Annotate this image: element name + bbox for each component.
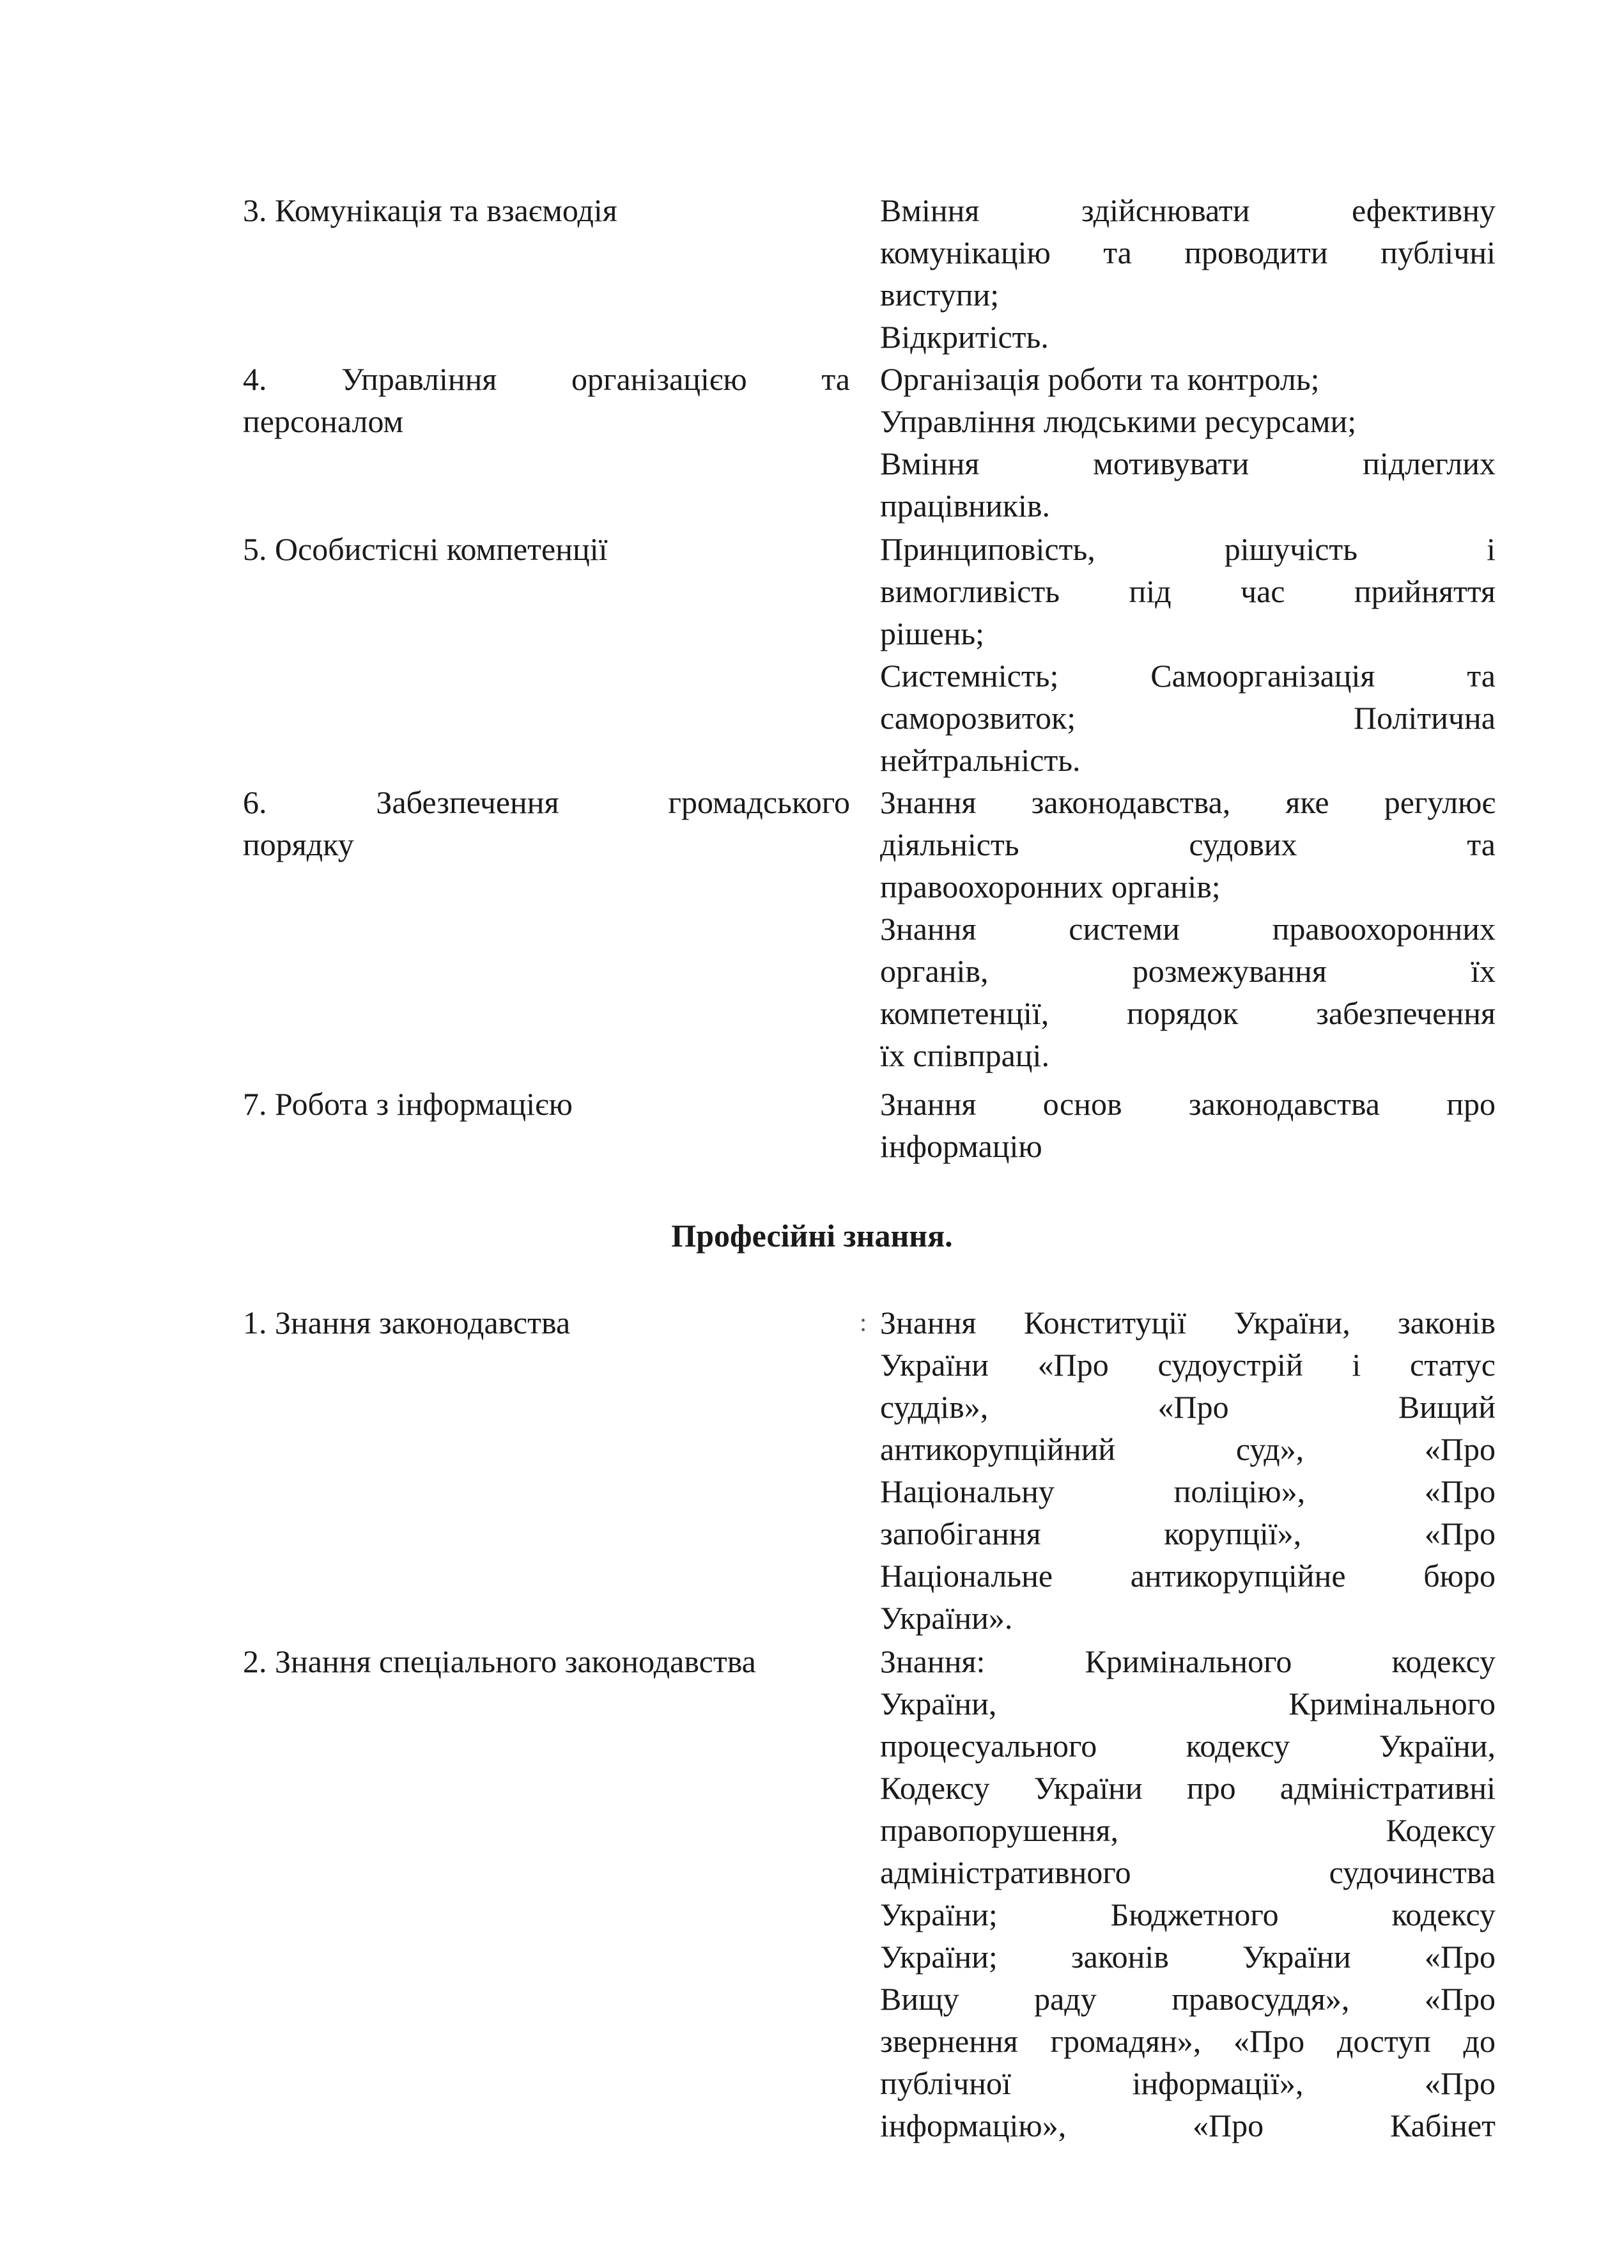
competency-content bbox=[880, 1083, 1496, 1167]
content-line: Знання: Кримінального кодексу bbox=[880, 1643, 1496, 1679]
content-line: правоохоронних органів; bbox=[880, 869, 1221, 905]
label-line: порядку bbox=[243, 827, 354, 862]
content-line: рішень; bbox=[880, 616, 985, 651]
label-line: 3. Комунікація та взаємодія bbox=[243, 192, 617, 228]
content-line: Вміння здійснювати ефективну bbox=[880, 192, 1496, 228]
content-line: Організація роботи та контроль; bbox=[880, 361, 1320, 397]
content-line: діяльність судових та bbox=[880, 827, 1496, 862]
content-line: публічної інформації», «Про bbox=[880, 2065, 1496, 2101]
content-line: компетенції, порядок забезпечення bbox=[880, 995, 1496, 1031]
content-line: Знання основ законодавства про bbox=[880, 1086, 1496, 1122]
knowledge-label bbox=[243, 1640, 850, 1682]
label-line: 2. Знання спеціального законодавства bbox=[243, 1643, 756, 1679]
content-line: виступи; bbox=[880, 277, 1000, 313]
content-line: Управління людськими ресурсами; bbox=[880, 403, 1357, 439]
competency-label bbox=[243, 781, 850, 866]
content-line: України; Бюджетного кодексу bbox=[880, 1897, 1496, 1932]
content-line: Відкритість. bbox=[880, 319, 1049, 355]
content-line: суддів», «Про Вищий bbox=[880, 1389, 1496, 1425]
content-line: інформацію bbox=[880, 1128, 1042, 1164]
content-line: звернення громадян», «Про доступ до bbox=[880, 2023, 1496, 2059]
competency-label bbox=[243, 528, 850, 570]
content-line: запобігання корупції», «Про bbox=[880, 1516, 1496, 1551]
content-line: Знання Конституції України, законів bbox=[880, 1305, 1496, 1340]
content-line: комунікацію та проводити публічні bbox=[880, 235, 1496, 270]
content-line: Вищу раду правосуддя», «Про bbox=[880, 1981, 1496, 2017]
content-line: Національне антикорупційне бюро bbox=[880, 1558, 1496, 1594]
content-line: України». bbox=[880, 1600, 1013, 1636]
knowledge-content bbox=[880, 1640, 1496, 2147]
content-line: правопорушення, Кодексу bbox=[880, 1812, 1496, 1848]
content-line: їх співпраці. bbox=[880, 1037, 1049, 1073]
content-line: інформацію», «Про Кабінет bbox=[880, 2108, 1496, 2143]
content-line: України, Кримінального bbox=[880, 1686, 1496, 1721]
competency-content bbox=[880, 528, 1496, 781]
content-line: України «Про судоустрій і статус bbox=[880, 1347, 1496, 1383]
content-line: Системність; Самоорганізація та bbox=[880, 658, 1496, 694]
content-line: України; законів України «Про bbox=[880, 1939, 1496, 1975]
label-line: 7. Робота з інформацією bbox=[243, 1086, 573, 1122]
competency-content bbox=[880, 358, 1496, 527]
content-line: Кодексу України про адміністративні bbox=[880, 1770, 1496, 1806]
label-line: персоналом bbox=[243, 403, 404, 439]
content-line: адміністративного судочинства bbox=[880, 1854, 1496, 1890]
label-line: 4. Управління організацією та bbox=[243, 361, 850, 397]
competency-label bbox=[243, 189, 850, 231]
content-line: нейтральність. bbox=[880, 742, 1081, 778]
label-line: 6. Забезпечення громадського bbox=[243, 784, 850, 820]
content-line: процесуального кодексу України, bbox=[880, 1728, 1496, 1764]
content-line: саморозвиток; Політична bbox=[880, 700, 1496, 736]
competency-label bbox=[243, 358, 850, 442]
content-line: Вміння мотивувати підлеглих bbox=[880, 446, 1496, 481]
content-line: антикорупційний суд», «Про bbox=[880, 1431, 1496, 1467]
content-line: Знання системи правоохоронних bbox=[880, 911, 1496, 947]
competency-content bbox=[880, 189, 1496, 358]
label-line: 5. Особистісні компетенції bbox=[243, 531, 608, 567]
label-line: 1. Знання законодавства bbox=[243, 1305, 571, 1340]
competency-content bbox=[880, 781, 1496, 1076]
section-heading: Професійні знання. bbox=[671, 1218, 953, 1254]
knowledge-content bbox=[880, 1301, 1496, 1639]
content-line: Знання законодавства, яке регулює bbox=[880, 784, 1496, 820]
content-line: Національну поліцію», «Про bbox=[880, 1473, 1496, 1509]
content-line: вимогливість під час прийняття bbox=[880, 573, 1496, 609]
content-line: Принциповість, рішучість і bbox=[880, 531, 1496, 567]
competency-label bbox=[243, 1083, 850, 1125]
scan-marker: : bbox=[860, 1308, 867, 1337]
content-line: органів, розмежування їх bbox=[880, 953, 1496, 989]
content-line: працівників. bbox=[880, 488, 1051, 524]
knowledge-label bbox=[243, 1301, 850, 1344]
